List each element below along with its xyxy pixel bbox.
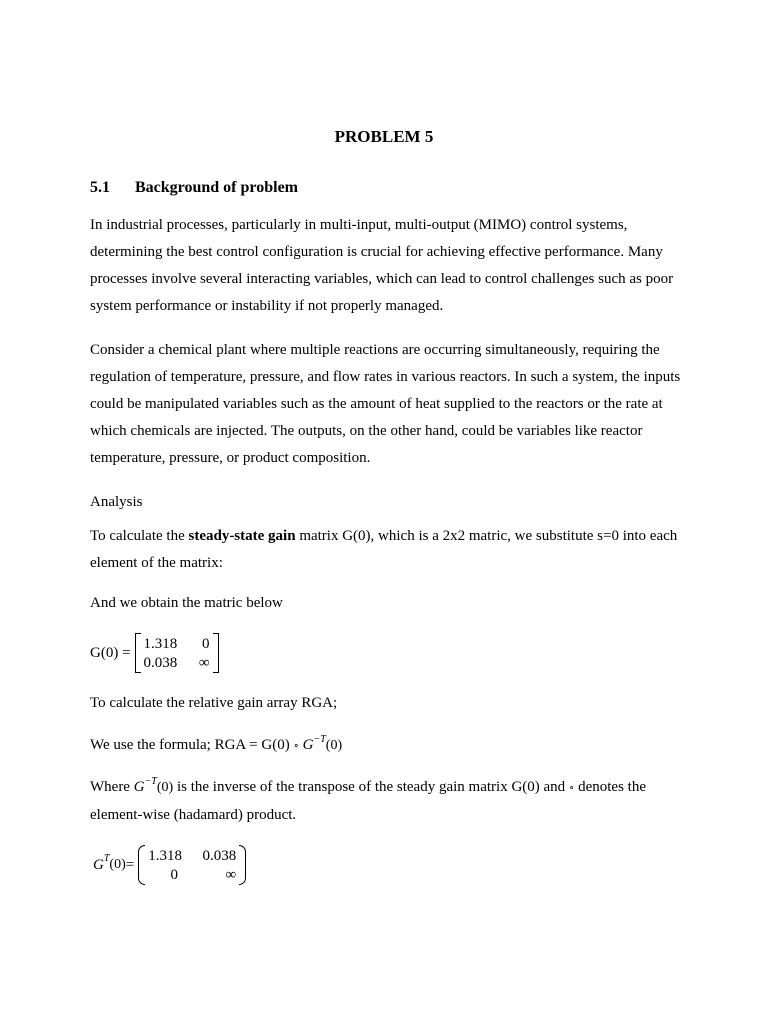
where-g: G — [133, 779, 145, 795]
gt-cell-22: ∞ — [225, 866, 237, 883]
gt-sup: T — [103, 852, 110, 864]
where-prefix: Where — [90, 779, 130, 795]
analysis-label: Analysis — [90, 494, 143, 510]
rga-text: To calculate the relative gain array RGA; — [90, 695, 338, 711]
gt-arg: (0) — [109, 857, 126, 872]
g0-cell-22: ∞ — [198, 654, 210, 671]
formula-arg: (0) — [325, 738, 343, 753]
gt-cell-12: 0.038 — [202, 847, 237, 864]
page-title: PROBLEM 5 — [334, 127, 434, 146]
steady-state-suffix: matrix G(0), which is a 2x2 matric, we substitute s=0 into each element of the matrix: — [90, 528, 678, 571]
hadamard-op: ∘ — [293, 740, 299, 752]
gt-eq: = — [125, 856, 135, 873]
steady-state-paragraph — [90, 523, 690, 577]
formula-prefix: We use the formula; RGA = G(0) — [90, 737, 290, 753]
section-number: 5.1 — [90, 179, 110, 196]
formula-line — [90, 734, 343, 754]
formula-sup: −T — [313, 734, 326, 745]
gt-cell-11: 1.318 — [148, 847, 182, 864]
steady-state-bold: steady-state gain — [188, 528, 296, 544]
matrix-right-paren — [239, 845, 246, 885]
where-op: ∘ — [568, 782, 575, 794]
g0-label: G(0) = — [90, 644, 131, 661]
formula-g: G — [302, 737, 314, 753]
g0-cell-12: 0 — [202, 635, 210, 652]
matrix-left-paren — [138, 845, 145, 885]
matrix-right-bracket — [213, 633, 219, 673]
g0-matrix-grid — [141, 635, 213, 672]
gt-matrix-grid — [145, 847, 239, 884]
g0-equation — [90, 633, 219, 673]
where-middle: is the inverse of the transpose of the steady gain matrix G(0) and — [173, 779, 566, 795]
steady-state-prefix: To calculate the — [90, 528, 189, 544]
gt-g: G — [93, 856, 104, 873]
where-paragraph — [90, 774, 690, 829]
where-suffix: denotes the element-wise (hadamard) product. — [90, 779, 646, 823]
section-title: Background of problem — [135, 179, 298, 196]
where-sup: −T — [144, 776, 157, 787]
gt-matrix — [138, 845, 246, 885]
where-arg: (0) — [156, 780, 174, 795]
gt-equation — [93, 845, 246, 885]
gt-cell-21: 0 — [170, 866, 178, 883]
obtain-text: And we obtain the matric below — [90, 595, 283, 611]
g0-cell-21: 0.038 — [143, 654, 178, 671]
chemical-plant-paragraph: Consider a chemical plant where multiple reactions are occurring simultaneously, requiring the regulation of temperature, pressure, and flow rates in various reactors. In such a system, the inputs could be manipulated variables such as the amount of heat supplied to the reactors or the rate at which chemicals are injected. The outputs, on the other hand, could be variables like reactor temperature, pressure, or product composition. — [90, 342, 681, 466]
g0-matrix — [135, 633, 219, 673]
intro-paragraph: In industrial processes, particularly in multi-input, multi-output (MIMO) control systems, determining the best control configuration is crucial for achieving effective performance. Many processes involve several interacting variables, which can lead to control challenges such as poor system performance or instability if not properly managed. — [90, 217, 674, 314]
section-heading — [90, 179, 298, 197]
g0-cell-11: 1.318 — [143, 635, 178, 652]
